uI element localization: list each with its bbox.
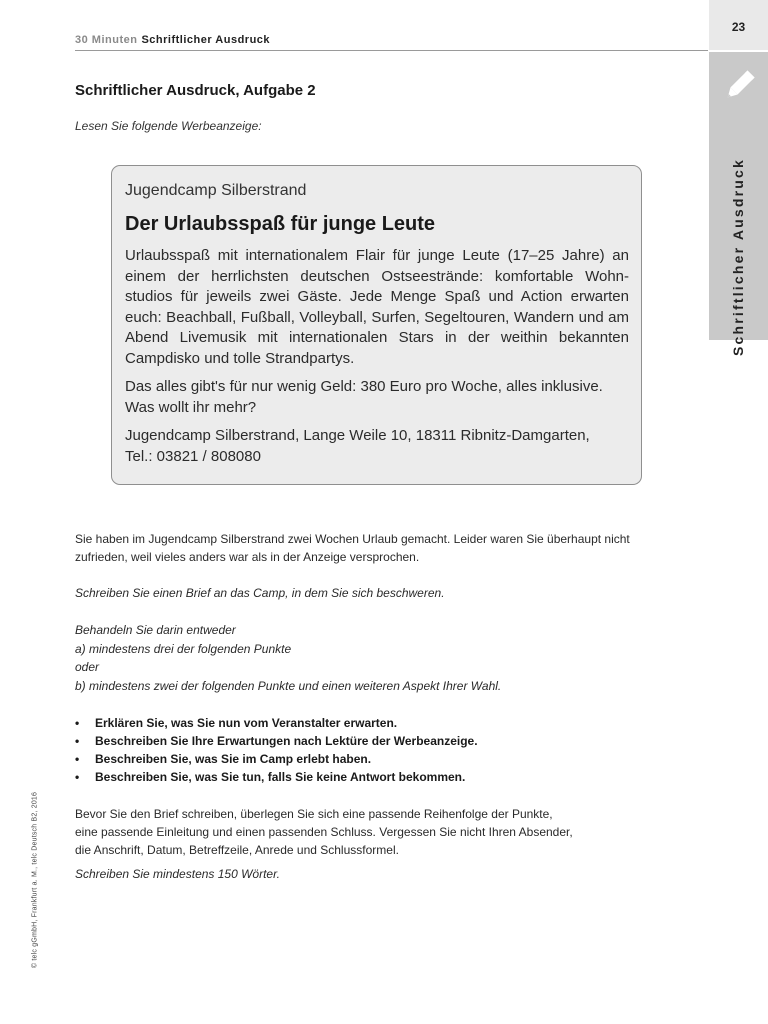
bullet-marker: • (75, 734, 80, 748)
bullet-marker: • (75, 716, 80, 730)
running-header-prefix: 30 Minuten (75, 34, 138, 46)
task-point (75, 714, 675, 732)
option-b: b) mindestens zwei der folgenden Punkte und einen weiteren Aspekt Ihrer Wahl. (75, 678, 502, 693)
ad-question-line: Was wollt ihr mehr? (125, 398, 257, 416)
advertisement-box (111, 165, 642, 485)
closing-line: die Anschrift, Datum, Betreffzeile, Anrede und Schlussformel. (75, 843, 399, 857)
task-point-text: Beschreiben Sie Ihre Erwartungen nach Lektüre der Werbeanzeige. (95, 734, 478, 748)
ad-camp-name: Jugendcamp Silberstrand (125, 182, 307, 199)
closing-line: eine passende Einleitung und einen passenden Schluss. Vergessen Sie nicht Ihren Absender, (75, 825, 573, 839)
pencil-icon (723, 66, 755, 106)
ad-contact (125, 426, 629, 467)
task-intro: Lesen Sie folgende Werbeanzeige: (75, 119, 262, 133)
bullet-marker: • (75, 752, 80, 766)
treatment-options (75, 621, 675, 695)
task-point-text: Beschreiben Sie, was Sie tun, falls Sie keine Antwort bekommen. (95, 770, 466, 784)
task-point (75, 750, 675, 768)
closing-instructions (75, 805, 675, 859)
section-side-tab (709, 52, 768, 357)
ad-phone: Tel.: 03821 / 808080 (125, 447, 261, 465)
treatment-intro: Behandeln Sie darin entweder (75, 623, 236, 637)
option-or: oder (75, 660, 100, 674)
header-divider (75, 50, 708, 51)
option-a: a) mindestens drei der folgenden Punkte (75, 641, 292, 656)
instruction-text: Schreiben Sie einen Brief an das Camp, in dem Sie sich beschweren. (75, 586, 445, 600)
task-points-list (75, 714, 675, 786)
ad-price-text (125, 377, 629, 418)
task-title: Schriftlicher Ausdruck, Aufgabe 2 (75, 82, 316, 99)
page-number-tab (709, 0, 768, 52)
running-header (75, 34, 270, 46)
task-point-text: Beschreiben Sie, was Sie im Camp erlebt haben. (95, 752, 372, 766)
situation-text (75, 530, 675, 566)
minimum-words-note: Schreiben Sie mindestens 150 Wörter. (75, 867, 280, 881)
situation-line: Sie haben im Jugendcamp Silberstrand zwei Wochen Urlaub gemacht. Leider waren Sie überhaupt nicht (75, 532, 630, 546)
running-header-section: Schriftlicher Ausdruck (141, 34, 271, 46)
copyright-notice: © telc gGmbH, Frankfurt a. M., telc Deutsch B2, 2016 (31, 791, 39, 969)
bullet-marker: • (75, 770, 80, 784)
task-point-text: Erklären Sie, was Sie nun vom Veranstalter erwarten. (95, 716, 398, 730)
situation-line: zufrieden, weil vieles anders war als in der Anzeige versprochen. (75, 550, 420, 564)
side-tab-title: Schriftlicher Ausdruck (730, 157, 746, 357)
closing-line: Bevor Sie den Brief schreiben, überlegen Sie sich eine passende Reihenfolge der Punkte, (75, 807, 553, 821)
page-number: 23 (731, 20, 746, 34)
ad-headline: Der Urlaubsspaß für junge Leute (125, 213, 436, 235)
ad-body-text: Urlaubsspaß mit internationalem Flair für junge Leute (17–25 Jahre) an einem der herrlichsten deutschen Ostseestrände: komfortable Wohn-studios für jeweils zwei Gäste. Jede Menge Spaß und Action erwarten euch: Beachball, Fußball, Volleyball, Surfen, Segeltouren, Wandern und am Abend Livemusik mit internationalen Stars in der weithin bekannten Campdisko und tolle Strandpartys. (125, 247, 629, 367)
task-point (75, 732, 675, 750)
ad-address: Jugendcamp Silberstrand, Lange Weile 10, 18311 Ribnitz-Damgarten, (125, 427, 590, 444)
ad-price-line: Das alles gibt's für nur wenig Geld: 380 Euro pro Woche, alles inklusive. (125, 378, 603, 395)
task-point (75, 768, 675, 786)
